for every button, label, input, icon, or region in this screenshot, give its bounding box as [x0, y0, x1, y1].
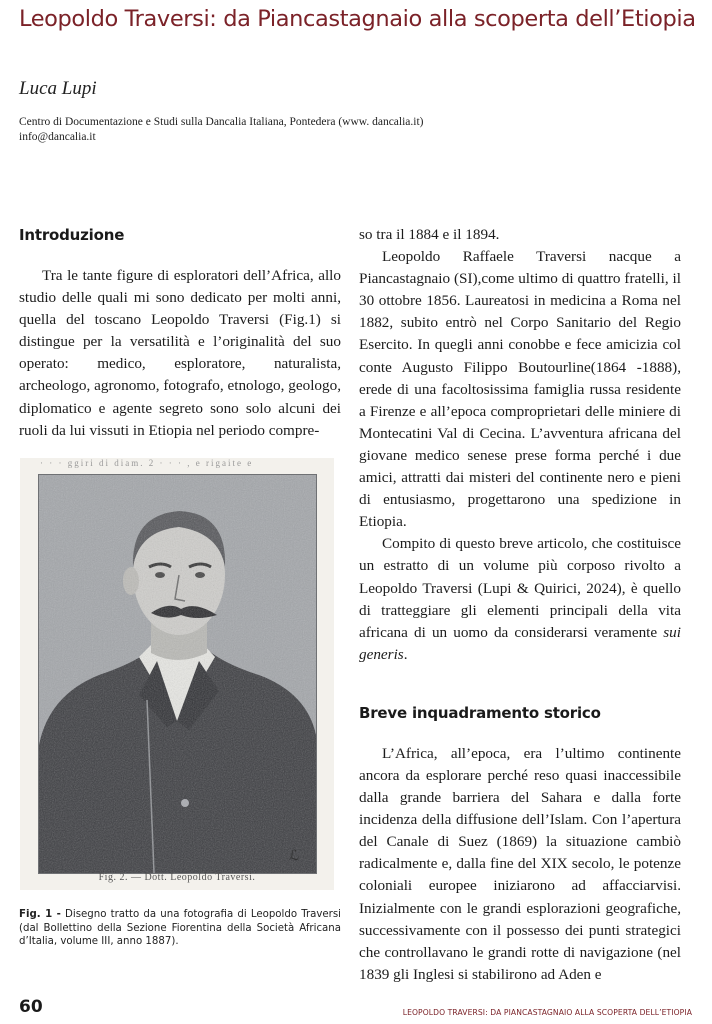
paragraph-purpose	[359, 533, 681, 666]
figure-caption	[19, 908, 341, 949]
portrait-illustration	[39, 475, 316, 873]
section-heading-introduzione: Introduzione	[19, 226, 125, 244]
caption-label: Fig. 1 -	[19, 909, 61, 920]
paragraph-biography: Leopoldo Raffaele Traversi nacque a Piancastagnaio (SI),come ultimo di quattro fratelli, il 30 ottobre 1856. Laureatosi in medicina a Roma nel 1882, subito entrò nel Corpo Sanitario del Regio Esercito. In quegli anni conobbe e fece amicizia col conte Augusto Filippo Boutourline(1864 -1888), erede di una facoltosissima famiglia russa residente a Firenze e all’epoca comproprietari delle miniere di Montecatini Val di Cecina. L’avventura africana del giovane medico senese prese forma perché i due amici, attratti dai misteri del continente nero e pieni di entusiasmo, progettarono una spedizione in Etiopia.	[359, 248, 681, 531]
caption-text: Disegno tratto da una fotografia di Leopoldo Traversi (dal Bollettino della Sezione Fiorentina della Società Africana d’Italia, volume III, anno 1887).	[19, 909, 341, 947]
paragraph-continuation: so tra il 1884 e il 1894.	[359, 226, 500, 243]
affiliation-block	[19, 115, 619, 145]
author-name: Luca Lupi	[19, 78, 97, 99]
paragraph-intro: Tra le tante figure di esploratori dell’Africa, allo studio delle quali mi sono dedicato per molti anni, quella del toscano Leopoldo Traversi (Fig.1) si distingue per la versatilità e l’originalità del suo operato: medico, esploratore, naturalista, archeologo, agronomo, fotografo, etnologo, geologo, diplomatico e agente segreto sono solo alcuni dei ruoli da lui vissuti in Etiopia nel periodo compre-	[19, 267, 341, 439]
figure-scrap-text: · · · ggiri di diam. 2 · · · , e rigaite e	[40, 458, 254, 468]
figure-portrait	[20, 458, 334, 890]
article-title: Leopoldo Traversi: da Piancastagnaio alla scoperta dell’Etiopia	[19, 6, 696, 32]
paragraph-history: L’Africa, all’epoca, era l’ultimo continente ancora da esplorare perché reso quasi inaccessibile dalla grande barriera del Sahara e dalla forte incidenza della diffusione dell’Islam. Con l’apertura del Canale di Suez (1869) la situazione cambiò radicalmente e, dalla fine del XIX secolo, le potenze coloniali europee iniziarono ad affacciarvisi. Inizialmente con le grandi esplorazioni geografiche, successivamente con il possesso dei punti strategici che controllavano le grandi rotte di navigazione (nel 1839 gli Inglesi si stabilirono ad Aden e	[359, 744, 681, 983]
affiliation: Centro di Documentazione e Studi sulla Dancalia Italiana, Pontedera (www. dancalia.it)	[19, 116, 424, 128]
purpose-end: .	[403, 645, 408, 663]
svg-text:ℒ: ℒ	[289, 849, 300, 864]
purpose-italic: sui generis	[359, 623, 681, 663]
left-column	[19, 224, 341, 442]
purpose-text: Compito di questo breve articolo, che costituisce un estratto di un volume più corposo rivolto a Leopoldo Traversi (Lupi & Quirici, 2024), è quello di tratteggiare gli elementi principali della vita africana di un uomo da considerarsi veramente	[359, 535, 681, 641]
running-title: LEOPOLDO TRAVERSI: DA PIANCASTAGNAIO ALLA SCOPERTA DELL’ETIOPIA	[402, 1008, 692, 1017]
plate-label: Fig. 2. — Dott. Leopoldo Traversi.	[98, 872, 256, 883]
author-email: info@dancalia.it	[19, 131, 96, 143]
page-number: 60	[19, 997, 43, 1017]
right-column	[359, 224, 681, 986]
section-heading-storico: Breve inquadramento storico	[359, 703, 601, 722]
portrait-image	[38, 474, 317, 874]
